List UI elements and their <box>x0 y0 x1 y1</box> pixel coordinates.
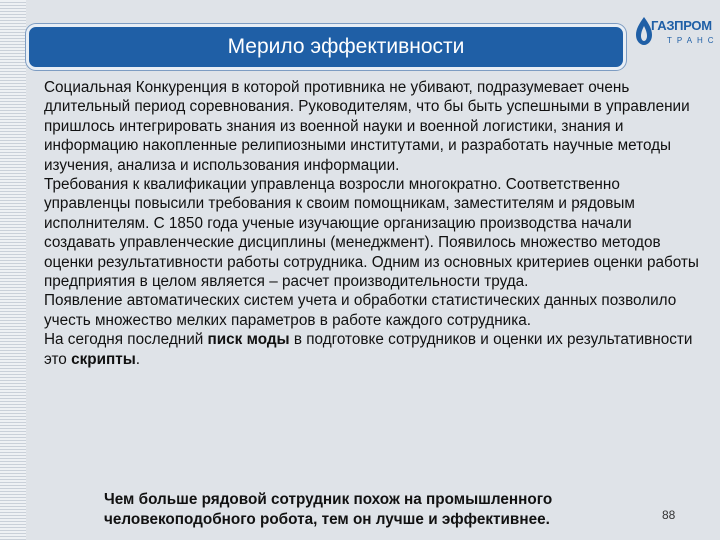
paragraph-1: Социальная Конкуренция в которой противника не убивают, подразумевает очень длительный период соревнования. Руководителям, что бы быть успешными в управлении пришлось интегрировать знания из военной науки и военной логистики, знания и информацию накопленные релипиозными институтами, и разработать научные методы изучения, анализа и использования информации. <box>44 79 690 174</box>
slide-title-bar <box>26 24 626 70</box>
page-number: 88 <box>662 508 676 522</box>
conclusion-text: Чем больше рядовой сотрудник похож на промышленного человекоподобного робота, тем он лучше и эффективнее. <box>104 491 553 528</box>
paragraph-4-part-1: На сегодня последний <box>44 331 208 349</box>
paragraph-3: Появление автоматических систем учета и обработки статистических данных позволило учесть множество мелких параметров в работе каждого сотрудника. <box>44 292 677 329</box>
slide-title: Мерило эффективности <box>227 35 465 58</box>
paragraph-4-bold-2: скрипты <box>71 350 136 368</box>
logo-subtitle: ТРАНС <box>667 36 719 45</box>
paragraph-4-part-2: в подготовке сотрудников и оценки их результативности это <box>44 331 693 368</box>
paragraph-4-part-3: . <box>135 350 141 368</box>
paragraph-4 <box>44 330 704 369</box>
gazprom-logo <box>633 14 719 54</box>
paragraph-2: Требования к квалификации управленца возросли многократно. Соответственно управленцы повысили требования к своим помощникам, заместителям и рядовым исполнителям. С 1850 года ученые изучающие организацию производства начали создавать управленческие дисциплины (менеджмент). Появилось множество методов оценки результативности работы сотрудника. Одним из основных критериев оценки работы предприятия в целом является – расчет производительности труда. <box>44 176 699 291</box>
logo-wordmark: ГАЗПРОМ <box>651 18 712 33</box>
slide-body <box>44 78 704 369</box>
paragraph-4-bold-1: писк моды <box>207 331 290 349</box>
